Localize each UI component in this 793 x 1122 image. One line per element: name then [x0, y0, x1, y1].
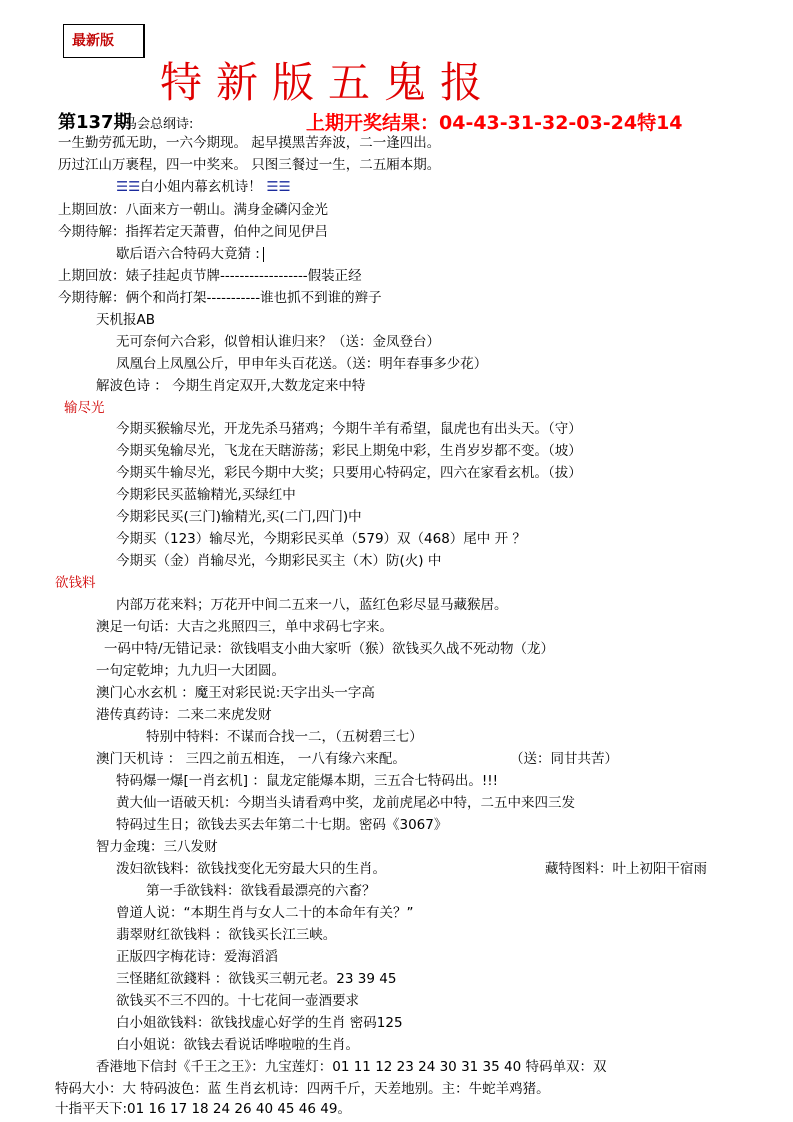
double-bar-icon: ☰☰	[116, 179, 141, 195]
text-line: 泼妇欲钱料：欲钱找变化无穷最大只的生肖。	[116, 861, 386, 877]
latest-edition-badge	[63, 24, 145, 58]
text-line: 今期待解：指挥若定天萧曹，伯仲之间见伊吕	[58, 224, 328, 240]
text-line: 特码过生日；欲钱去买去年第二十七期。密码《3067》	[116, 817, 448, 833]
text-line: 澳门天机诗 ： 三四之前五相连， 一八有缘六来配。	[96, 751, 406, 767]
section-heading: 天机报AB	[96, 312, 155, 328]
text-line: 上期回放：八面来方一朝山。满身金磷闪金光	[58, 202, 328, 218]
text-line: 港传真药诗：二来二来虎发财	[96, 707, 272, 723]
text-line: 今期买兔输尽光，飞龙在天瞎游荡；彩民上期兔中彩，生肖岁岁都不变。（坡）	[116, 443, 582, 459]
text-line: 历过江山万裹程，四一中奖来。 只图三餐过一生，二五厢本期。	[58, 157, 441, 173]
text-line: 今期买（123）输尽光，今期彩民买单（579）双（468）尾中 开 ？	[116, 531, 526, 547]
section-heading-label: 歇后语六合特码大竟猜 :	[116, 246, 260, 262]
section-heading	[116, 245, 264, 263]
section-heading-label: 白小姐内幕玄机诗！	[140, 179, 262, 195]
text-line: 一句定乾坤；九九归一大团圆。	[96, 663, 285, 679]
section-heading	[116, 178, 291, 196]
text-line: 曾道人说：“本期生肖与女人二十的本命年有关？”	[116, 905, 414, 921]
issue-number: 第137期	[58, 112, 132, 133]
text-line: 正版四字梅花诗：爱海滔滔	[116, 949, 278, 965]
text-line: （送：同甘共苦）	[510, 751, 618, 767]
text-line: 今期买（金）肖输尽光，今期彩民买主（木）防(火) 中	[116, 553, 442, 569]
text-line: 一生勤劳孤无助，一六今期现。 起早摸黑苦奔波，二一逢四出。	[58, 135, 441, 151]
text-line: 解波色诗 ： 今期生肖定双开,大数龙定来中特	[96, 378, 366, 394]
text-line: 三怪賭紅欲錢料 ：欲钱买三朝元老。23 39 45	[116, 971, 397, 987]
section-heading-red: 欲钱料	[55, 575, 96, 591]
text-line: 一码中特/无错记录：欲钱唱支小曲大家听（猴）欲钱买久战不死动物（龙）	[104, 641, 555, 657]
text-line: 内部万花来料；万花开中间二五来一八，蓝红色彩尽显马藏猴居。	[116, 597, 508, 613]
text-cursor	[263, 247, 264, 262]
text-line: 今期彩民买蓝输精光,买绿红中	[116, 487, 296, 503]
text-line: 藏特图料：叶上初阳干宿雨	[545, 861, 707, 877]
text-line: 上期回放：婊子挂起贞节牌------------------假装正经	[58, 268, 362, 284]
text-line: 十指平天下:01 16 17 18 24 26 40 45 46 49。	[55, 1101, 351, 1117]
text-line: 特码大小：大 特码波色：蓝 生肖玄机诗：四两千斤，天差地别。主：牛蛇羊鸡猪。	[55, 1081, 550, 1097]
double-bar-icon: ☰☰	[261, 179, 291, 195]
last-draw-result: 上期开奖结果：04-43-31-32-03-24特14	[306, 112, 683, 134]
text-line: 第一手欲钱料：欲钱看最漂亮的六畜？	[146, 883, 376, 899]
text-line: 白小姐说：欲钱去看说话哗啦啦的生肖。	[116, 1037, 359, 1053]
text-line: 特码爆一爆[一肖玄机] ：鼠龙定能爆本期，三五合七特码出。!!!	[116, 773, 499, 789]
text-line: 翡翠财红欲钱料 ：欲钱买长江三峡。	[116, 927, 337, 943]
text-line: 今期彩民买(三门)输精光,买(二门,四门)中	[116, 509, 362, 525]
text-line: 凤凰台上凤凰公斤，甲申年头百花送。（送：明年春事多少花）	[116, 356, 488, 372]
text-line: 无可奈何六合彩，似曾相认谁归来？（送：金凤登台）	[116, 334, 440, 350]
page-title: 特新版五鬼报	[160, 58, 497, 107]
text-line: 白小姐欲钱料：欲钱找虚心好学的生肖 密码125	[116, 1015, 403, 1031]
text-line: 澳门心水玄机 ：魔王对彩民说:天字出头一字高	[96, 685, 375, 701]
text-line: 澳足一句话：大吉之兆照四三，单中求码七字来。	[96, 619, 393, 635]
text-line: 今期待解：俩个和尚打架-----------谁也抓不到谁的辫子	[58, 290, 382, 306]
text-line: 欲钱买不三不四的。十七花间一壶酒要求	[116, 993, 359, 1009]
text-line: 智力金瑰：三八发财	[96, 839, 218, 855]
badge-label: 最新版	[72, 33, 114, 49]
text-line: 特别中特料：不谋而合找一二，（五树碧三七）	[146, 729, 423, 745]
text-line: 今期买牛输尽光，彩民今期中大奖；只要用心特码定，四六在家看玄机。（拔）	[116, 465, 582, 481]
section-heading-red: 输尽光	[64, 400, 105, 416]
text-line: 香港地下信封《千王之王》：九宝莲灯：01 11 12 23 24 30 31 35 40 特码单双：双	[96, 1059, 607, 1075]
text-line: 今期买猴输尽光，开龙先杀马猪鸡；今期牛羊有希望，鼠虎也有出头天。（守）	[116, 421, 582, 437]
text-line: 黄大仙一语破天机：今期当头请看鸡中奖，龙前虎尾必中特，二五中来四三发	[116, 795, 575, 811]
issue-poem-label: 马会总纲诗:	[124, 117, 194, 132]
